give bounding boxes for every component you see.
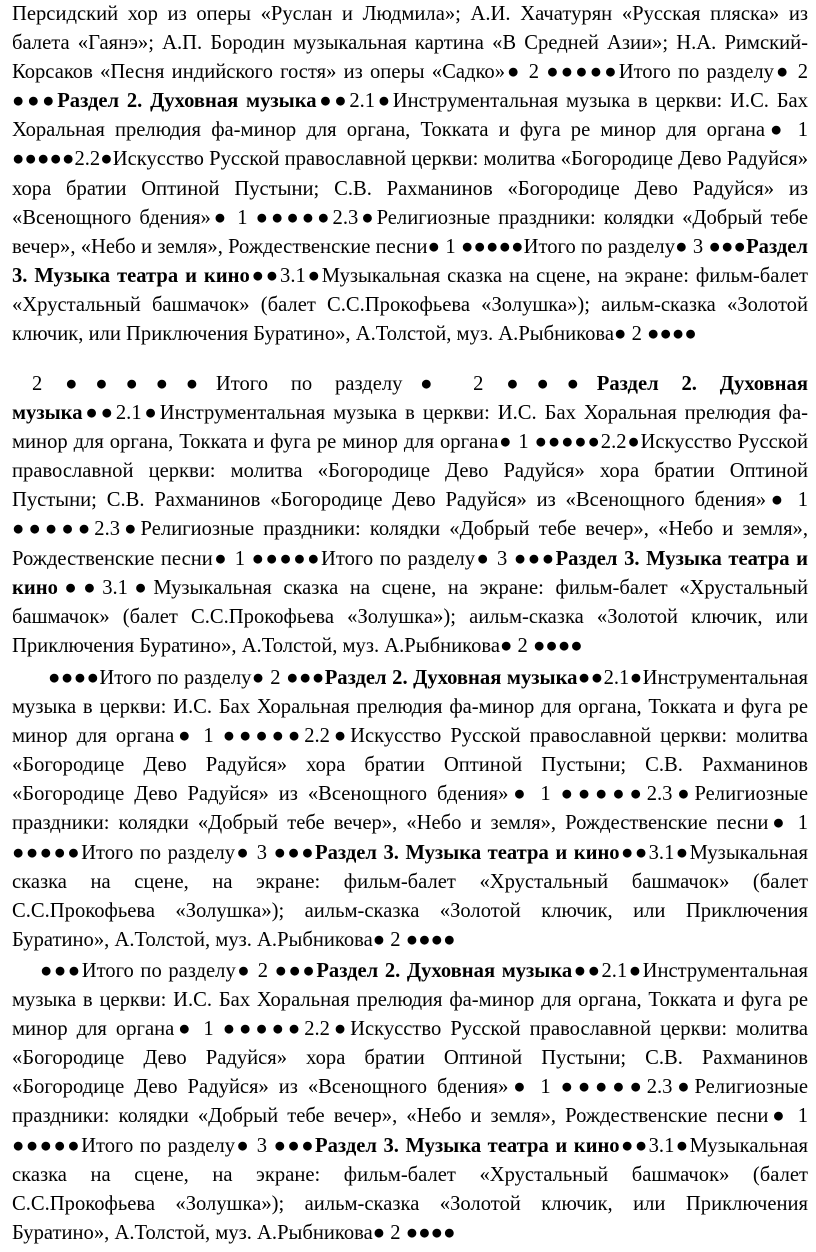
indent-spacer: [12, 667, 48, 689]
section-heading: Раздел 2. Духовная музыка: [12, 373, 808, 425]
text-run: ●●2.1●Инструментальная музыка в церкви: И.С. Бах Хоральная прелюдия фа-минор для органа, Токката и фуга ре минор для органа● 1 ●●●●●2.2●Искусство Русской православной церкви: молитва «Богородице Дево Радуйся» хора братии Оптиной Пустыни; С.В. Рахманинов «Богородице Дево Радуйся» из «Всенощного бдения»● 1 ●●●●●2.3●Религиозные праздники: колядки «Добрый тебе вечер», «Небо и земля», Рождественские песни● 1 ●●●●●Итого по разделу● 3 ●●●: [12, 667, 809, 864]
section-heading: Раздел 2. Духовная музыка: [324, 667, 578, 689]
text-run: ●●3.1●Музыкальная сказка на сцене, на экране: фильм-балет «Хрустальный башмачок» (балет С.С.Прокофьева «Золушка»); аильм-сказка «Золотой ключик, или Приключения Буратино», А.Толстой, муз. А.Рыбникова● 2 ●●●●: [12, 841, 808, 951]
text-block-2: [12, 370, 808, 670]
page-number-fragment: 2: [32, 373, 66, 395]
text-run: ●●●●Итого по разделу● 2 ●●●: [48, 667, 325, 689]
section-heading: Раздел 3. Музыка театра и кино: [315, 1134, 620, 1157]
text-run: Персидский хор из оперы «Руслан и Людмила»; А.И. Хачатурян «Русская пляска» из балета «Гаянэ»; А.П. Бородин музыкальная картина «В Средней Азии»; Н.А. Римский-Корсаков «Песня индийского гостя» из оперы «Садко»● 2 ●●●●●Итого по разделу● 2 ●●●: [12, 3, 808, 113]
section-heading: Раздел 3. Музыка театра и кино: [12, 235, 808, 287]
text-run: ●●3.1●Музыкальная сказка на сцене, на экране: фильм-балет «Хрустальный башмачок» (балет С.С.Прокофьева «Золушка»); аильм-сказка «Золотой ключик, или Приключения Буратино», А.Толстой, муз. А.Рыбникова● 2 ●●●●: [12, 576, 808, 657]
text-run: ●●2.1●Инструментальная музыка в церкви: И.С. Бах Хоральная прелюдия фа-минор для органа, Токката и фуга ре минор для органа● 1 ●●●●●2.2●Искусство Русской православной церкви: молитва «Богородице Дево Радуйся» хора братии Оптиной Пустыни; С.В. Рахманинов «Богородице Дево Радуйся» из «Всенощного бдения»● 1 ●●●●●2.3●Религиозные праздники: колядки «Добрый тебе вечер», «Небо и земля», Рождественские песни● 1 ●●●●●Итого по разделу● 3 ●●●: [12, 90, 808, 258]
text-block-3: [12, 664, 808, 956]
text-block-4: [12, 957, 808, 1249]
section-heading: Раздел 2. Духовная музыка: [57, 90, 317, 113]
section-heading: Раздел 3. Музыка театра и кино: [12, 547, 808, 599]
text-run: ●●●Итого по разделу● 2 ●●●: [40, 960, 317, 982]
text-run: ●●●●●Итого по разделу● 2 ●●●: [65, 373, 597, 395]
indent-spacer: [12, 960, 40, 982]
text-block-1: [12, 0, 808, 366]
section-heading: Раздел 3. Музыка театра и кино: [315, 841, 620, 864]
text-run: ●●3.1●Музыкальная сказка на сцене, на экране: фильм-балет «Хрустальный башмачок» (балет С.С.Прокофьева «Золушка»); аильм-сказка «Золотой ключик, или Приключения Буратино», А.Толстой, муз. А.Рыбникова● 2 ●●●●: [12, 264, 809, 346]
text-run: ●●2.1●Инструментальная музыка в церкви: И.С. Бах Хоральная прелюдия фа-минор для органа, Токката и фуга ре минор для органа● 1 ●●●●●2.2●Искусство Русской православной церкви: молитва «Богородице Дево Радуйся» хора братии Оптиной Пустыни; С.В. Рахманинов «Богородице Дево Радуйся» из «Всенощного бдения»● 1 ●●●●●2.3●Религиозные праздники: колядки «Добрый тебе вечер», «Небо и земля», Рождественские песни● 1 ●●●●●Итого по разделу● 3 ●●●: [12, 960, 809, 1157]
section-heading: Раздел 2. Духовная музыка: [316, 960, 573, 982]
text-run: ●●3.1●Музыкальная сказка на сцене, на экране: фильм-балет «Хрустальный башмачок» (балет С.С.Прокофьева «Золушка»); аильм-сказка «Золотой ключик, или Приключения Буратино», А.Толстой, муз. А.Рыбникова● 2 ●●●●: [12, 1134, 808, 1244]
text-run: ●●2.1●Инструментальная музыка в церкви: И.С. Бах Хоральная прелюдия фа-минор для органа, Токката и фуга ре минор для органа● 1 ●●●●●2.2●Искусство Русской православной церкви: молитва «Богородице Дево Радуйся» хора братии Оптиной Пустыни; С.В. Рахманинов «Богородице Дево Радуйся» из «Всенощного бдения»● 1 ●●●●●2.3●Религиозные праздники: колядки «Добрый тебе вечер», «Небо и земля», Рождественские песни● 1 ●●●●●Итого по разделу● 3 ●●●: [12, 402, 808, 570]
